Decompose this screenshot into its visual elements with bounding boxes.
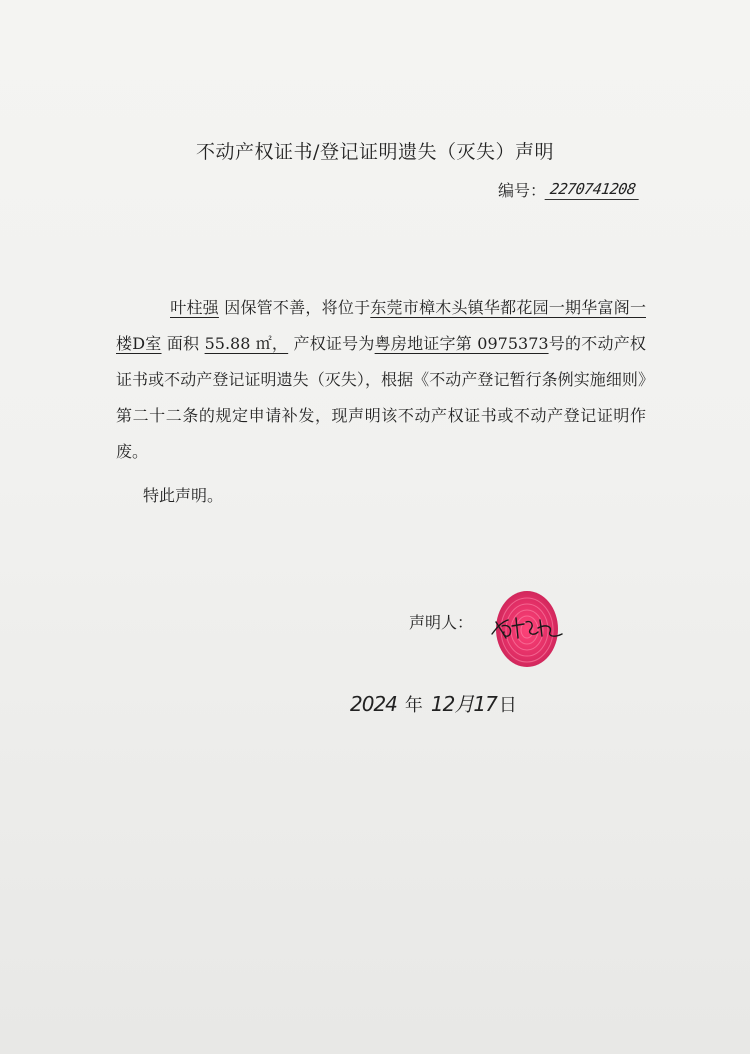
body-segment-1: 因保管不善，将位于 bbox=[224, 298, 371, 317]
date-month: 12 bbox=[430, 692, 455, 716]
document-number-label: 编号： bbox=[498, 181, 547, 200]
date-year: 2024 bbox=[350, 692, 397, 716]
date-month-label: 月 bbox=[454, 692, 474, 716]
document-number bbox=[498, 178, 640, 201]
declarant-label: 声明人： bbox=[409, 613, 474, 632]
date-year-label: 年 bbox=[404, 695, 423, 716]
closing-statement: 特此声明。 bbox=[143, 486, 224, 505]
date-day-label: 日 bbox=[498, 695, 517, 716]
property-area: 55.88 ㎡， bbox=[204, 334, 289, 353]
handwritten-signature bbox=[488, 612, 566, 642]
certificate-number: 粤房地证字第 0975373 bbox=[374, 334, 549, 353]
body-segment-4: 号的不动产权证书或不动产登记证明遗失（灭失），根据《不动产登记暂行条例实施细则》第二十二条的规定申请补发，现声明该不动产权证书或不动产登记证明作废。 bbox=[116, 334, 646, 461]
body-segment-2: 面积 bbox=[166, 334, 200, 353]
owner-name: 叶柱强 bbox=[170, 298, 219, 317]
document-title: 不动产权证书/登记证明遗失（灭失）声明 bbox=[196, 141, 554, 163]
statement-body bbox=[116, 290, 646, 470]
body-segment-3: 产权证号为 bbox=[293, 334, 375, 353]
property-address: 东莞市樟木头镇华都花园一期华富阁一楼D室 bbox=[116, 298, 646, 353]
declaration-date bbox=[350, 688, 525, 717]
document-number-value: 2270741208 bbox=[545, 180, 642, 200]
date-day: 17 bbox=[473, 692, 497, 716]
